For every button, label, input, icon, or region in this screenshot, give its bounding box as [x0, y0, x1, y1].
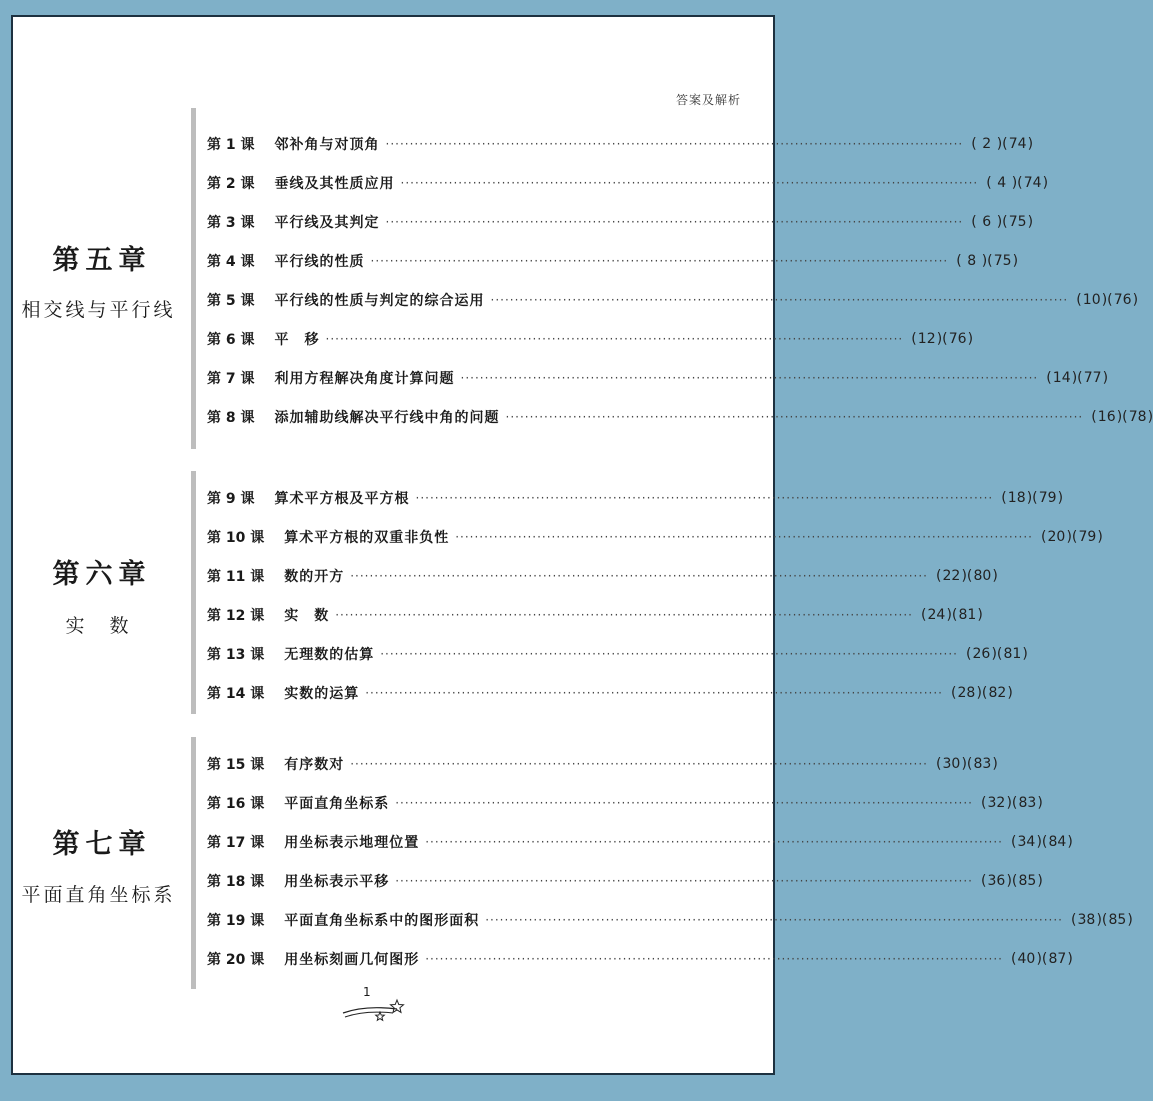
lesson-page: 24: [927, 607, 946, 623]
dot-leader: ························································································································: [425, 952, 1003, 966]
page-refs: ( 32 )( 83 ): [980, 795, 1043, 811]
lesson-title: 用坐标刻画几何图形: [284, 952, 420, 968]
lesson-title: 有序数对: [284, 757, 345, 773]
lesson-number: 第 2 课: [207, 176, 255, 192]
page-refs: ( 20 )( 79 ): [1040, 529, 1103, 545]
lesson-row[interactable]: [207, 406, 1153, 428]
lesson-row[interactable]: [207, 753, 998, 775]
lesson-page: 20: [1047, 529, 1066, 545]
answer-page: 85: [1108, 912, 1127, 928]
answer-page: 77: [1083, 370, 1102, 386]
page-refs: ( 40 )( 87 ): [1010, 951, 1073, 967]
page-refs: ( 18 )( 79 ): [1001, 490, 1064, 506]
lesson-row[interactable]: [207, 792, 1043, 814]
lesson-number: 第 4 课: [207, 254, 255, 270]
page-refs: ( 14 )( 77 ): [1046, 370, 1109, 386]
lesson-row[interactable]: [207, 643, 1028, 665]
lesson-page: 32: [987, 795, 1006, 811]
lesson-number: 第 8 课: [207, 410, 255, 426]
lesson-row[interactable]: [207, 367, 1109, 389]
dot-leader: ························································································································: [350, 757, 928, 771]
lesson-page: 8: [967, 253, 977, 269]
chapter-divider-bar: [191, 471, 196, 714]
chapter-number: 第七章: [52, 829, 152, 860]
answer-page: 81: [1003, 646, 1022, 662]
page-footer: [335, 985, 405, 1025]
lesson-page: 30: [942, 756, 961, 772]
lesson-title: 垂线及其性质应用: [274, 176, 395, 192]
page-refs: ( 22 )( 80 ): [935, 568, 998, 584]
dot-leader: ························································································································: [385, 137, 964, 151]
answer-page: 78: [1128, 409, 1147, 425]
dot-leader: ························································································································: [370, 254, 949, 268]
lesson-row[interactable]: [207, 909, 1133, 931]
lesson-title: 无理数的估算: [284, 647, 375, 663]
lesson-title: 平 移: [274, 332, 320, 348]
dot-leader: ························································································································: [395, 796, 973, 810]
page-refs: ( 30 )( 83 ): [935, 756, 998, 772]
lesson-number: 第 20 课: [207, 952, 265, 968]
dot-leader: ························································································································: [505, 410, 1084, 424]
lesson-page: 12: [917, 331, 936, 347]
lesson-row[interactable]: [207, 133, 1034, 155]
lesson-number: 第 10 课: [207, 530, 265, 546]
page-refs: ( 6 )( 75 ): [971, 214, 1034, 230]
lesson-number: 第 12 课: [207, 608, 265, 624]
answer-page: 81: [958, 607, 977, 623]
lesson-page: 18: [1007, 490, 1026, 506]
dot-leader: ························································································································: [365, 686, 943, 700]
answer-page: 84: [1048, 834, 1067, 850]
chapter-number: 第六章: [52, 559, 152, 590]
dot-leader: ························································································································: [350, 569, 928, 583]
lesson-title: 平行线及其判定: [274, 215, 380, 231]
answer-page: 76: [1113, 292, 1132, 308]
lesson-title: 利用方程解决角度计算问题: [274, 371, 455, 387]
answer-column-header: 答案及解析: [676, 93, 742, 107]
lesson-number: 第 14 课: [207, 686, 265, 702]
dot-leader: ························································································································: [395, 874, 973, 888]
answer-page: 79: [1078, 529, 1097, 545]
page-refs: ( 34 )( 84 ): [1010, 834, 1073, 850]
chapter-title: 相交线与平行线: [21, 299, 176, 321]
page-refs: ( 26 )( 81 ): [965, 646, 1028, 662]
answer-page: 83: [1018, 795, 1037, 811]
lesson-number: 第 1 课: [207, 137, 255, 153]
lesson-row[interactable]: [207, 211, 1034, 233]
chapter-title: 实 数: [65, 615, 132, 637]
lesson-title: 平面直角坐标系中的图形面积: [284, 913, 480, 929]
lesson-page: 38: [1077, 912, 1096, 928]
page-refs: ( 36 )( 85 ): [980, 873, 1043, 889]
lesson-number: 第 16 课: [207, 796, 265, 812]
dot-leader: ························································································································: [325, 332, 904, 346]
lesson-title: 实 数: [284, 608, 330, 624]
page-refs: ( 12 )( 76 ): [911, 331, 974, 347]
lesson-page: 2: [982, 136, 992, 152]
chapter-number: 第五章: [52, 245, 152, 276]
lesson-number: 第 3 课: [207, 215, 255, 231]
lesson-number: 第 17 课: [207, 835, 265, 851]
chapter-divider-bar: [191, 737, 196, 989]
lesson-row[interactable]: [207, 682, 1013, 704]
lesson-row[interactable]: [207, 328, 974, 350]
lesson-page: 6: [982, 214, 992, 230]
lesson-page: 14: [1052, 370, 1071, 386]
lesson-number: 第 11 课: [207, 569, 265, 585]
answer-page: 82: [988, 685, 1007, 701]
lesson-page: 36: [987, 873, 1006, 889]
chapter-title: 平面直角坐标系: [21, 884, 176, 906]
lesson-number: 第 13 课: [207, 647, 265, 663]
lesson-title: 用坐标表示地理位置: [284, 835, 420, 851]
lesson-row[interactable]: [207, 870, 1043, 892]
lesson-number: 第 7 课: [207, 371, 255, 387]
chapter-divider-bar: [191, 108, 196, 449]
page-refs: ( 10 )( 76 ): [1076, 292, 1139, 308]
lesson-title: 邻补角与对顶角: [274, 137, 380, 153]
answer-page: 80: [973, 568, 992, 584]
dot-leader: ························································································································: [425, 835, 1003, 849]
answer-page: 75: [1008, 214, 1027, 230]
page-number: 1: [363, 985, 371, 999]
dot-leader: ························································································································: [380, 647, 958, 661]
dot-leader: ························································································································: [385, 215, 964, 229]
lesson-row[interactable]: [207, 289, 1139, 311]
page-refs: ( 28 )( 82 ): [950, 685, 1013, 701]
page-refs: ( 38 )( 85 ): [1070, 912, 1133, 928]
star-swoosh-icon: [335, 985, 405, 1025]
lesson-title: 数的开方: [284, 569, 345, 585]
lesson-page: 28: [957, 685, 976, 701]
lesson-title: 平面直角坐标系: [284, 796, 390, 812]
lesson-row[interactable]: [207, 172, 1049, 194]
dot-leader: ························································································································: [400, 176, 979, 190]
lesson-title: 算术平方根及平方根: [274, 491, 410, 507]
lesson-title: 添加辅助线解决平行线中角的问题: [274, 410, 500, 426]
answer-page: 74: [1023, 175, 1042, 191]
lesson-row[interactable]: [207, 250, 1019, 272]
dot-leader: ························································································································: [455, 530, 1033, 544]
lesson-number: 第 9 课: [207, 491, 255, 507]
answer-page: 79: [1038, 490, 1057, 506]
dot-leader: ························································································································: [460, 371, 1039, 385]
lesson-page: 22: [942, 568, 961, 584]
lesson-title: 用坐标表示平移: [284, 874, 390, 890]
dot-leader: ························································································································: [415, 491, 994, 505]
lesson-row[interactable]: [207, 831, 1073, 853]
page-refs: ( 2 )( 74 ): [971, 136, 1034, 152]
lesson-number: 第 15 课: [207, 757, 265, 773]
lesson-page: 26: [972, 646, 991, 662]
answer-page: 74: [1008, 136, 1027, 152]
dot-leader: ························································································································: [490, 293, 1069, 307]
lesson-row[interactable]: [207, 487, 1064, 509]
lesson-page: 34: [1017, 834, 1036, 850]
lesson-row[interactable]: [207, 948, 1073, 970]
lesson-row[interactable]: [207, 604, 983, 626]
dot-leader: ························································································································: [485, 913, 1063, 927]
lesson-row[interactable]: [207, 565, 998, 587]
lesson-number: 第 19 课: [207, 913, 265, 929]
answer-page: 75: [993, 253, 1012, 269]
lesson-row[interactable]: [207, 526, 1103, 548]
answer-page: 76: [948, 331, 967, 347]
lesson-title: 实数的运算: [284, 686, 360, 702]
lesson-number: 第 5 课: [207, 293, 255, 309]
page-refs: ( 8 )( 75 ): [956, 253, 1019, 269]
lesson-page: 40: [1017, 951, 1036, 967]
lesson-page: 10: [1082, 292, 1101, 308]
page-refs: ( 4 )( 74 ): [986, 175, 1049, 191]
lesson-page: 4: [997, 175, 1007, 191]
answer-page: 87: [1048, 951, 1067, 967]
page-refs: ( 16 )( 78 ): [1091, 409, 1153, 425]
dot-leader: ························································································································: [335, 608, 913, 622]
lesson-number: 第 6 课: [207, 332, 255, 348]
lesson-page: 16: [1097, 409, 1116, 425]
answer-page: 85: [1018, 873, 1037, 889]
lesson-number: 第 18 课: [207, 874, 265, 890]
lesson-title: 平行线的性质: [274, 254, 365, 270]
lesson-title: 平行线的性质与判定的综合运用: [274, 293, 485, 309]
page-refs: ( 24 )( 81 ): [920, 607, 983, 623]
answer-page: 83: [973, 756, 992, 772]
lesson-title: 算术平方根的双重非负性: [284, 530, 450, 546]
